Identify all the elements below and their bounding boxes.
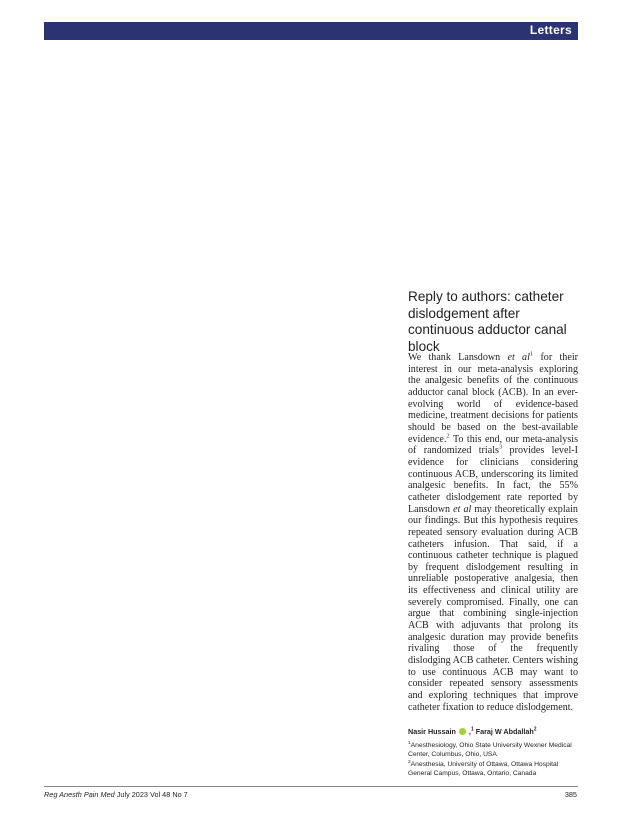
journal-issue: July 2023 Vol 48 No 7	[114, 790, 188, 799]
body-text-run: may theoretically explain our findings. But this hypothesis requires repeated sensory evaluation during ACB catheters infusion. That said, if a continuous catheter technique is plagued by frequent dislodgement resulting in unreliable postoperative analgesia, then its effectiveness and clinical utility are severely compromised. Finally, one can argue that combining single-injection ACB with adjuvants that prolong its analgesic duration may provide benefits rivaling those of the frequently dislodging ACB catheter. Centers wishing to use continuous ACB may want to consider repeated sensory assessments and exploring techniques that improve catheter fixation to reduce dislodgement.	[408, 503, 578, 713]
section-header-bar	[44, 22, 578, 40]
citation-ref-1[interactable]: 1	[529, 350, 534, 358]
affiliation-text: Anesthesia, University of Ottawa, Ottawa Hospital General Campus, Ottawa, Ontario, Canada	[408, 760, 559, 777]
affiliation-number: 2	[408, 759, 411, 765]
affiliations	[408, 741, 583, 778]
footer-divider	[44, 786, 578, 787]
body-text-run: provides level-I evidence for clinicians considering continuous ACB, underscoring its limited analgesic benefits. In fact, the 55% catheter dislodgement rate reported by Lansdown	[408, 445, 578, 515]
body-italic-run: et al	[453, 503, 472, 515]
body-italic-run: et al	[507, 352, 530, 363]
affiliation-item	[408, 741, 583, 760]
article-title: Reply to authors: catheter dislodgement after continuous adductor canal block	[408, 289, 567, 354]
journal-name: Reg Anesth Pain Med	[44, 790, 115, 799]
section-label: Letters	[529, 23, 572, 37]
orcid-icon[interactable]	[459, 728, 466, 735]
author-separator: ,	[466, 727, 471, 736]
citation-ref-2[interactable]: 2	[446, 432, 450, 440]
affiliation-item	[408, 760, 583, 779]
citation-ref-3[interactable]: 3	[498, 443, 503, 451]
affiliation-text: Anesthesiology, Ohio State University Wexner Medical Center, Columbus, Ohio, USA	[408, 742, 572, 759]
affiliation-number: 1	[408, 740, 411, 746]
author-name: Faraj W Abdallah	[473, 727, 534, 736]
body-text-run: for their interest in our meta-analysis exploring the analgesic benefits of the continuous adductor canal block (ACB). In an ever-evolving world of evidence-based medicine, treatment decisions for patients should be based on the best-available evidence.	[408, 352, 578, 445]
author-line	[408, 727, 583, 737]
body-text-run: We thank Lansdown	[408, 352, 508, 363]
footer-citation	[44, 790, 188, 799]
body-text-run: To this end, our meta-analysis of randomized trials	[408, 433, 578, 457]
article-body	[408, 352, 578, 713]
affiliation-ref: 1	[470, 726, 474, 733]
author-name: Nasir Hussain	[408, 727, 456, 736]
affiliation-ref: 2	[533, 726, 537, 733]
page-number: 385	[564, 790, 577, 799]
